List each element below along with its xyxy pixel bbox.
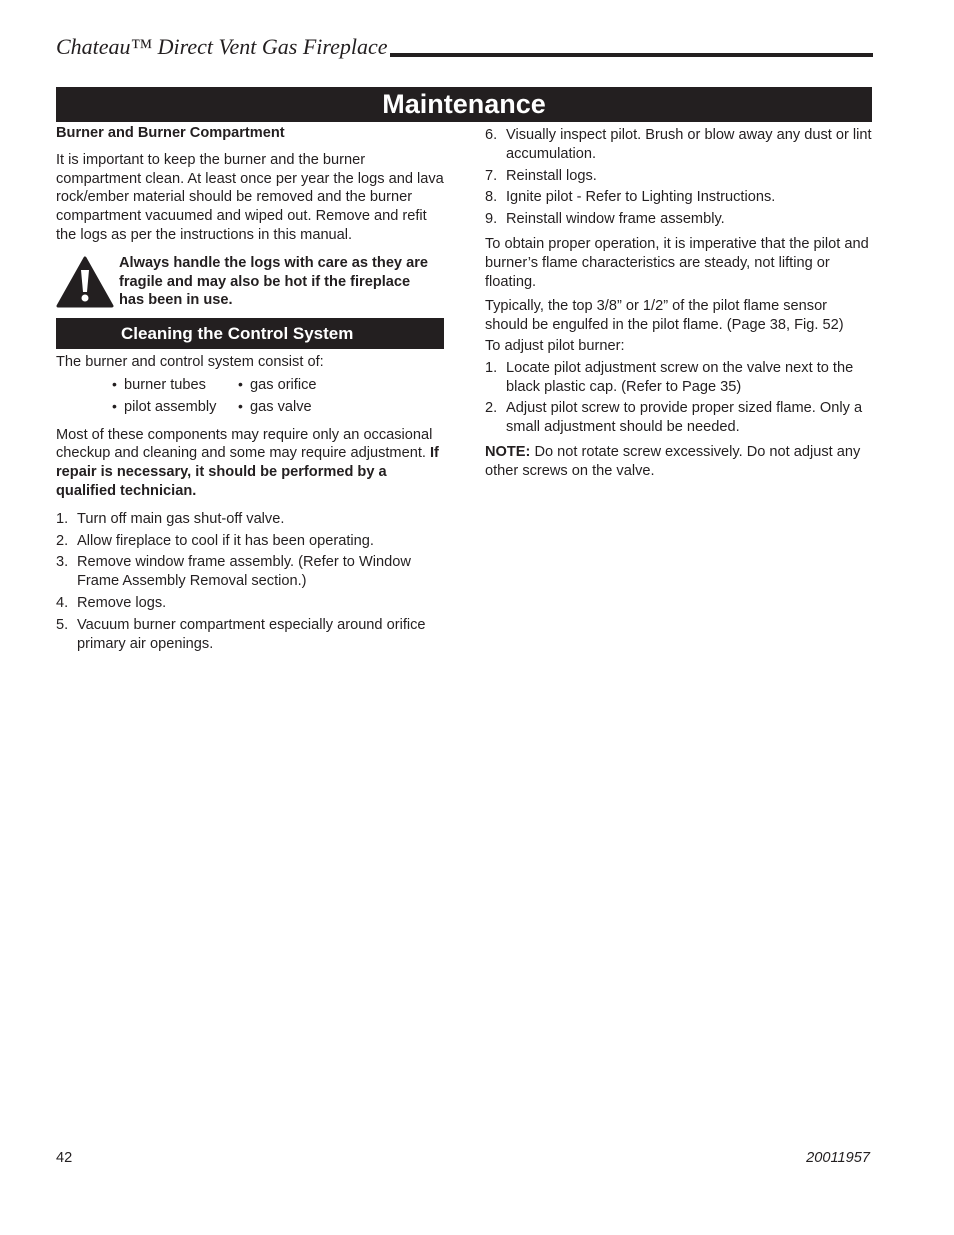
warning-block: [56, 254, 446, 312]
list-item: 7. Reinstall logs.: [485, 167, 597, 184]
component-list: [112, 376, 446, 420]
cleaning-steps-continued: [485, 126, 873, 229]
list-item: 6. Visually inspect pilot. Brush or blow away any dust or lint accumulation.: [485, 127, 872, 162]
section-bar-cleaning: Cleaning the Control System: [56, 318, 444, 349]
intro-paragraph: It is important to keep the burner and the burner compartment clean. At least once per year the logs and lava rock/ember material should be removed and the burner compartment vacuumed and wiped out. Remove and refit the logs as per the instructions in this manual.: [56, 151, 444, 243]
sensor-paragraph: Typically, the top 3/8” or 1/2” of the pilot flame sensor should be engulfed in the pilot flame. (Page 38, Fig. 52): [485, 298, 844, 334]
list-item: • pilot assembly: [112, 397, 217, 415]
repair-note: Most of these components may require only an occasional checkup and cleaning and some may require adjustment. If repair is necessary, it should be performed by a qualified technician.: [56, 426, 439, 499]
warning-icon: [56, 256, 114, 308]
list-item: 2. Adjust pilot screw to provide proper sized flame. Only a small adjustment should be needed.: [485, 400, 863, 436]
consist-text: The burner and control system consist of:: [56, 353, 324, 370]
section-banner: Maintenance: [56, 87, 872, 122]
adjust-intro: To adjust pilot burner:: [485, 337, 625, 354]
list-item: 4. Remove logs.: [56, 594, 167, 611]
list-item: 2. Allow fireplace to cool if it has been operating.: [56, 532, 374, 549]
list-item: 8. Ignite pilot - Refer to Lighting Instructions.: [485, 189, 776, 206]
list-item: 3. Remove window frame assembly. (Refer to Window Frame Assembly Removal section.): [56, 554, 411, 590]
warning-text: Always handle the logs with care as they are fragile and may also be hot if the fireplace has been in use.: [119, 254, 429, 309]
list-item: • gas orifice: [238, 375, 317, 393]
list-item: 5. Vacuum burner compartment especially around orifice primary air openings.: [56, 616, 426, 652]
page-number: 42: [56, 1150, 73, 1166]
document-header-title: Chateau™ Direct Vent Gas Fireplace: [56, 34, 388, 59]
adjust-note: NOTE: Do not rotate screw excessively. Do not adjust any other screws on the valve.: [485, 443, 861, 479]
list-item: • gas valve: [238, 397, 312, 415]
list-item: 1. Locate pilot adjustment screw on the valve next to the black plastic cap. (Refer to Page 35): [485, 359, 854, 395]
subheading-burner: Burner and Burner Compartment: [56, 125, 285, 141]
flame-paragraph: To obtain proper operation, it is imperative that the pilot and burner’s flame characteristics are steady, not lifting or floating.: [485, 235, 869, 290]
document-number: 20011957: [806, 1150, 870, 1166]
header-rule: [390, 53, 873, 57]
list-item: 9. Reinstall window frame assembly.: [485, 211, 725, 228]
right-column: [485, 126, 873, 490]
list-item: 1. Turn off main gas shut-off valve.: [56, 510, 285, 527]
cleaning-steps: [56, 510, 446, 654]
adjust-steps: [485, 359, 873, 437]
left-column: [56, 124, 446, 659]
list-item: • burner tubes: [112, 375, 206, 393]
